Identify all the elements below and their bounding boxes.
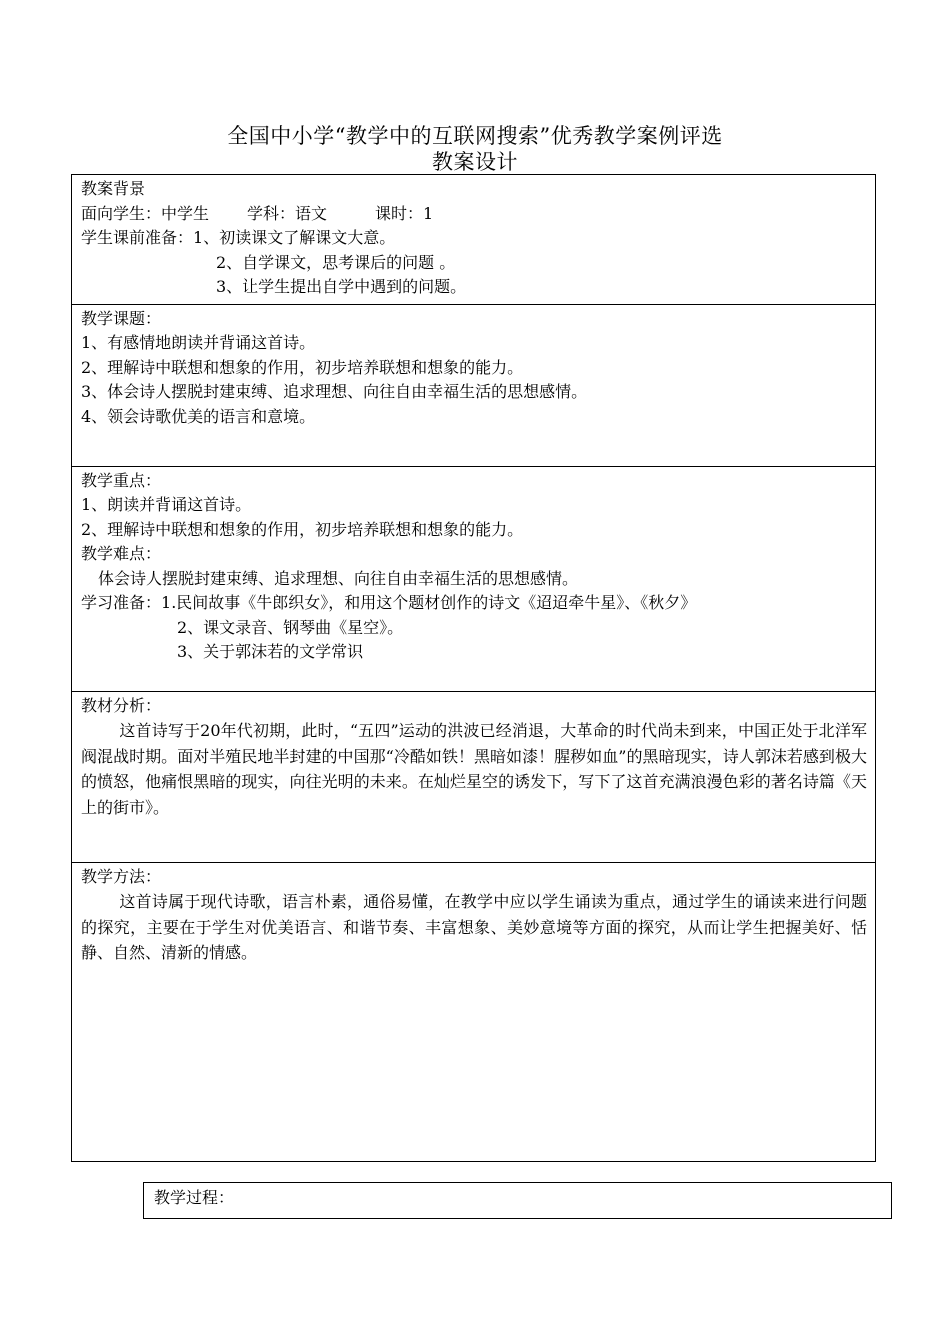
learning-prep-item: 1.民间故事《牛郎织女》，和用这个题材创作的诗文《迢迢牵牛星》、《秋夕》 bbox=[161, 593, 697, 612]
student-prep-item: 3、让学生提出自学中遇到的问题。 bbox=[216, 277, 467, 296]
lesson-plan-table bbox=[71, 174, 876, 1162]
topic-item: 2、理解诗中联想和想象的作用，初步培养联想和想象的能力。 bbox=[81, 357, 524, 377]
teaching-process-box bbox=[143, 1182, 892, 1219]
topic-row bbox=[72, 304, 876, 466]
key-point-item: 2、理解诗中联想和想象的作用，初步培养联想和想象的能力。 bbox=[81, 519, 524, 539]
topic-heading: 教学课题： bbox=[81, 308, 162, 328]
topic-cell bbox=[72, 304, 876, 466]
learning-prep-label: 学习准备： bbox=[81, 593, 162, 612]
method-row bbox=[72, 862, 876, 1161]
subject-label: 学科：语文 bbox=[247, 203, 328, 223]
teaching-process-heading: 教学过程： bbox=[154, 1188, 235, 1207]
analysis-heading: 教材分析： bbox=[81, 695, 162, 715]
key-points-heading: 教学重点： bbox=[81, 470, 162, 490]
method-heading: 教学方法： bbox=[81, 866, 162, 886]
key-point-item: 1、朗读并背诵这首诗。 bbox=[81, 495, 252, 514]
focus-cell bbox=[72, 466, 876, 691]
period-label: 课时：1 bbox=[375, 203, 434, 223]
difficulty-heading: 教学难点： bbox=[81, 544, 162, 563]
background-cell bbox=[72, 175, 876, 305]
difficulty-text: 体会诗人摆脱封建束缚、追求理想、向往自由幸福生活的思想感情。 bbox=[98, 568, 579, 588]
analysis-cell bbox=[72, 691, 876, 862]
learning-prep-item: 2、课文录音、钢琴曲《星空》。 bbox=[177, 617, 404, 637]
student-prep-line bbox=[81, 226, 867, 251]
focus-row bbox=[72, 466, 876, 691]
page-subtitle: 教案设计 bbox=[432, 150, 518, 174]
student-prep-item: 2、自学课文，思考课后的问题 。 bbox=[216, 252, 456, 272]
method-text: 这首诗属于现代诗歌，语言朴素，通俗易懂，在教学中应以学生诵读为重点，通过学生的诵读来进行问题的探究，主要在于学生对优美语言、和谐节奏、丰富想象、美妙意境等方面的探究，从而让学生把握美好、恬静、自然、清新的情感。 bbox=[81, 892, 867, 962]
topic-item: 4、领会诗歌优美的语言和意境。 bbox=[81, 406, 316, 426]
learning-prep-item: 3、关于郭沫若的文学常识 bbox=[177, 642, 364, 661]
background-row bbox=[72, 175, 876, 305]
student-prep-label: 学生课前准备： bbox=[81, 228, 194, 247]
method-cell bbox=[72, 862, 876, 1161]
topic-item: 1、有感情地朗读并背诵这首诗。 bbox=[81, 333, 316, 352]
student-prep-item: 1、初读课文了解课文大意。 bbox=[193, 228, 396, 247]
learning-prep-line bbox=[81, 591, 867, 616]
students-label: 面向学生：中学生 bbox=[81, 203, 210, 223]
background-meta bbox=[81, 202, 867, 227]
analysis-row bbox=[72, 691, 876, 862]
page-title: 全国中小学“教学中的互联网搜索”优秀教学案例评选 bbox=[227, 124, 723, 148]
background-heading: 教案背景 bbox=[81, 179, 146, 198]
analysis-text: 这首诗写于20年代初期，此时，“五四”运动的洪波已经消退，大革命的时代尚未到来，中国正处于北洋军阀混战时期。面对半殖民地半封建的中国那“冷酷如铁！黑暗如漆！腥秽如血”的黑暗现实，诗人郭沫若感到极大的愤怒，他痛恨黑暗的现实，向往光明的未来。在灿烂星空的诱发下，写下了这首充满浪漫色彩的著名诗篇《天上的街市》。 bbox=[81, 721, 867, 817]
topic-item: 3、体会诗人摆脱封建束缚、追求理想、向往自由幸福生活的思想感情。 bbox=[81, 382, 588, 401]
